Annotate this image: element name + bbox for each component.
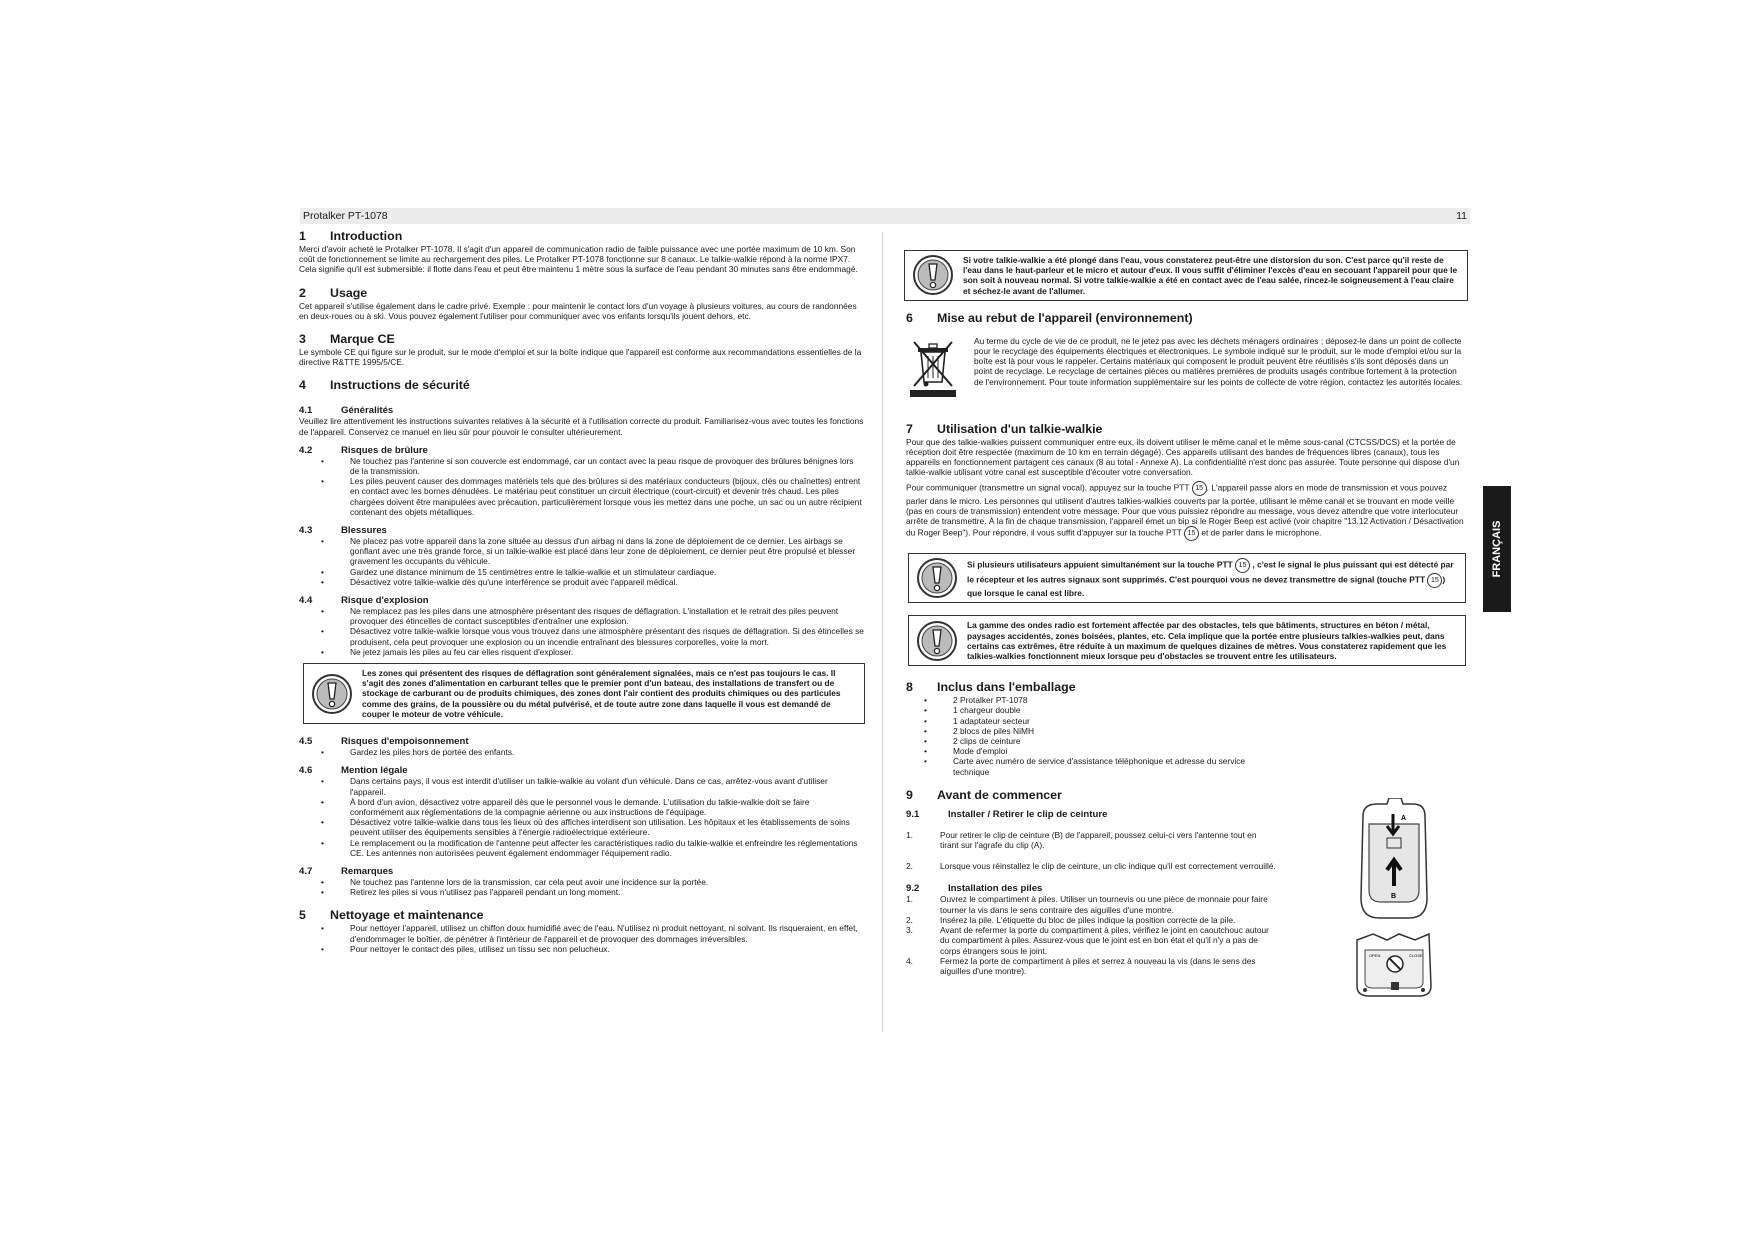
section-before-start	[906, 788, 1276, 976]
warning-text: Les zones qui présentent des risques de déflagration sont généralement signalées, mais ce n'est pas toujours le cas. Il s'agit des zones d'alimentation en carburant telles que le premier pont d'un bateau, des installations de transfert ou de stockage de carburant ou de produits chimiques, des zones dont l'air contient des produits chimiques ou des particules comme des grains, de la poussière ou du métal pulvérisé, et de toute autre zone dans laquelle il vous est demandé de couper le moteur de votre véhicule.	[362, 668, 841, 719]
subsection-heading	[299, 405, 865, 416]
subsection-heading	[299, 595, 865, 606]
section-title: Inclus dans l'emballage	[937, 680, 1076, 695]
numbered-list	[906, 894, 1276, 976]
list-item: • Ne jetez jamais les piles au feu car elles risquent d'exploser.	[299, 647, 865, 657]
item-number: 3.	[906, 925, 913, 936]
label-close: CLOSE	[1409, 953, 1423, 958]
list-item: • Pour nettoyer le contact des piles, utilisez un tissu sec non pelucheux.	[299, 944, 865, 954]
warning-icon	[916, 620, 958, 662]
section-title: Instructions de sécurité	[330, 378, 470, 393]
paragraph-ptt	[906, 481, 1468, 542]
list-item	[906, 915, 1276, 925]
warning-box-ptt	[908, 553, 1466, 603]
label-open: OPEN	[1369, 953, 1381, 958]
subsection-legal	[299, 765, 865, 858]
section-heading	[299, 378, 865, 393]
subsection-injuries	[299, 525, 865, 587]
list-item: • Mode d'emploi	[902, 746, 1276, 756]
subsection-belt-clip	[906, 809, 1276, 872]
list-item: • Le remplacement ou la modification de l'antenne peut affecter les caractéristiques radio du talkie-walkie et enfreindre les réglementations CE. Les antennes non autorisées peuvent également endommager l'équipement radio.	[299, 838, 865, 858]
list-item: • 2 Protalker PT-1078	[902, 695, 1276, 705]
language-tab	[1483, 486, 1511, 612]
text-span: et de parler dans le microphone.	[1201, 527, 1322, 538]
ptt-key-icon: 15	[1235, 558, 1250, 573]
left-column	[299, 229, 865, 954]
product-name: Protalker PT-1078	[303, 210, 388, 222]
bullet-list	[299, 877, 865, 897]
bullet-list	[299, 776, 865, 858]
subsection-title: Installer / Retirer le clip de ceinture	[948, 808, 1108, 820]
subsection-number: 4.1	[299, 405, 313, 417]
list-item: • Ne touchez pas l'antenne lors de la transmission, car cela peut avoir une incidence sur la portée.	[299, 877, 865, 887]
disposal-text: Au terme du cycle de vie de ce produit, ne le jetez pas avec les déchets ménagers ordinaires ; déposez-le dans un point de collecte pour le recyclage des équipements électriques et électroniques. Le symbole indiqué sur le produit, sur le mode d'emploi et/ou sur la boîte est là pour vous le rappeler. Certains matériaux qui composent le produit peuvent être réutilisés s'ils sont déposés dans un point de recyclage. Le recyclage de certaines pièces ou matières premières de produits usagés contribue fortement à la protection de l'environnement. Pour toute information supplémentaire sur les points de collecte de votre région, contactez les autorités locales.	[974, 335, 1463, 387]
list-item	[906, 925, 1276, 956]
item-text: Lorsque vous réinstallez le clip de ceinture, un clic indique qu'il est correctement verrouillé.	[940, 861, 1276, 872]
package-list	[902, 695, 1276, 777]
subsection-number: 4.2	[299, 444, 313, 456]
list-item: • 1 chargeur double	[902, 705, 1276, 715]
warning-icon	[916, 557, 958, 599]
section-title: Avant de commencer	[937, 787, 1062, 802]
weee-bin-icon	[908, 338, 958, 398]
section-number: 4	[299, 378, 306, 393]
numbered-list	[906, 830, 1276, 872]
subsection-title: Généralités	[341, 405, 394, 417]
ptt-key-icon: 15	[1184, 526, 1199, 541]
item-number: 2.	[906, 914, 913, 925]
section-using	[906, 422, 1468, 666]
bullet-list	[299, 923, 865, 954]
section-text: Le symbole CE qui figure sur le produit, sur le mode d'emploi et sur la boîte indique que l'appareil est conforme aux recommandations essentielles de la directive R&TTE 1995/5/CE.	[299, 347, 862, 368]
item-text: Fermez la porte de compartiment à piles et serrez à nouveau la vis (dans le sens des aiguilles d'une montre).	[940, 955, 1256, 976]
page-number: 11	[1456, 210, 1467, 222]
disposal-block	[906, 336, 1468, 406]
text-span: . L'appareil passe alors en mode de transmission et vous pouvez parler dans le micro. Les personnes qui utilisent d'autres talkies-walkies couverts par la portée, utilisant le même canal et se trouvant en mode veille (pas en cours de transmission) entendent votre message. Pour que vous puissiez répondre au message, vous devez attendre que votre interlocuteur arrête de transmettre. À la fin de chaque transmission, l'appareil émet un bip si le Roger Beep est activé (voir chapitre "13.12 Activation / Désactivation du Roger Beep"). Pour répondre, il vous suffit d'appuyer sur la touche PTT	[906, 482, 1464, 538]
section-number: 2	[299, 285, 306, 300]
section-disposal	[906, 311, 1468, 406]
subsection-title: Mention légale	[341, 765, 408, 777]
list-item: • Désactivez votre talkie-walkie dans tous les lieux où des affiches interdisent son utilisation. Les hôpitaux et les établissements de soins peuvent utiliser des équipements sensibles à l'énergie radioélectrique extérieure.	[299, 817, 865, 837]
section-title: Mise au rebut de l'appareil (environnement)	[937, 310, 1193, 325]
list-item	[906, 861, 1276, 871]
ptt-key-icon: 15	[1427, 573, 1442, 588]
subsection-poison	[299, 736, 865, 757]
battery-compartment-illustration	[1343, 930, 1443, 1000]
list-item	[906, 956, 1276, 976]
section-introduction	[299, 229, 865, 275]
text-span: Si plusieurs utilisateurs appuient simultanément sur la touche PTT	[967, 559, 1233, 570]
section-heading	[299, 286, 865, 301]
ptt-key-icon: 15	[1192, 481, 1207, 496]
item-number: 2.	[906, 861, 913, 872]
section-cleaning	[299, 908, 865, 954]
warning-icon	[912, 254, 954, 296]
list-item: • Retirez les piles si vous n'utilisez pas l'appareil pendant un long moment.	[299, 887, 865, 897]
label-a: A	[1401, 815, 1407, 822]
warning-box-water	[904, 250, 1468, 301]
subsection-heading	[299, 525, 865, 536]
section-text: Merci d'avoir acheté le Protalker PT-1078. Il s'agit d'un appareil de communication radio de faible puissance avec une portée maximum de 10 km. Son coût de fonctionnement se limite au rechargement des piles. Le Protalker PT-1078 fonctionne sur 8 canaux. Le talkie-walkie répond à la norme IPX7. Cela signifie qu'il est submersible: il flotte dans l'eau et peut être maintenu 1 mètre sous la surface de l'eau pendant 30 minutes sans être endommagé.	[299, 244, 858, 275]
language-tab-label: FRANÇAIS	[1491, 520, 1503, 578]
item-number: 4.	[906, 955, 913, 966]
section-title: Nettoyage et maintenance	[330, 908, 484, 923]
text-span: , c'est le signal le plus puissant qui est détecté par le récepteur et les autres signaux sont supprimés. C'est pourquoi vous ne devez transmettre de signal (touche PTT	[967, 559, 1454, 585]
subsection-title: Remarques	[341, 865, 394, 877]
section-title: Usage	[330, 285, 368, 300]
belt-clip-illustration	[1343, 798, 1443, 923]
subsection-notes	[299, 866, 865, 897]
list-item: • Dans certains pays, il vous est interdit d'utiliser un talkie-walkie au volant d'un véhicule. Dans ce cas, arrêtez-vous avant d'utiliser l'appareil.	[299, 776, 865, 796]
section-title: Introduction	[330, 229, 403, 243]
bullet-list	[299, 747, 865, 757]
section-heading	[299, 229, 865, 244]
section-title: Marque CE	[330, 332, 395, 347]
warning-text: La gamme des ondes radio est fortement affectée par des obstacles, tels que bâtiments, structures en béton / métal, paysages accidentés, zones boisées, plantes, etc. Cela implique que la portée entre plusieurs talkies-walkies peut, dans certains cas extrêmes, être réduite à un maximum de quelques dizaines de mètres. Vous constaterez rapidement que les talkies-walkies fonctionnent mieux lorsque peu d'obstacles se trouvent entre les utilisateurs.	[967, 620, 1447, 662]
subsection-number: 9.2	[906, 883, 920, 895]
list-item	[906, 830, 1276, 850]
section-safety	[299, 378, 865, 897]
list-item: • Gardez une distance minimum de 15 centimètres entre le talkie-walkie et un stimulateur cardiaque.	[299, 567, 865, 577]
section-ce	[299, 332, 865, 367]
list-item: • 2 clips de ceinture	[902, 736, 1276, 746]
section-number: 3	[299, 332, 306, 347]
column-divider	[882, 232, 883, 1032]
text-span: ) que lorsque le canal est libre.	[967, 574, 1446, 599]
warning-text: Si votre talkie-walkie a été plongé dans l'eau, vous constaterez peut-être une distorsion du son. C'est parce qu'il reste de l'eau dans le haut-parleur et le micro et autour d'eux. Il vous suffit d'éliminer l'excès d'eau en secouant l'appareil pour que le son soit à nouveau normal. Si votre talkie-walkie a été en contact avec de l'eau salée, rincez-le soigneusement à l'eau claire et séchez-le avant de l'allumer.	[963, 255, 1458, 296]
list-item: • Désactivez votre talkie-walkie lorsque vous vous trouvez dans une atmosphère présentant des risques de déflagration. Si des étincelles se produisent, cela peut provoquer une explosion ou un incendie entraînant des blessures corporelles, voire la mort.	[299, 626, 865, 646]
section-number: 8	[906, 680, 913, 695]
subsection-number: 4.4	[299, 595, 313, 607]
item-text: Pour retirer le clip de ceinture (B) de l'appareil, poussez celui-ci vers l'antenne tout en tirant sur l'agrafe du clip (A).	[940, 829, 1257, 851]
subsection-title: Risque d'explosion	[341, 595, 429, 607]
subsection-batteries	[906, 883, 1276, 976]
subsection-title: Blessures	[341, 525, 387, 537]
list-item: • Ne remplacez pas les piles dans une atmosphère présentant des risques de déflagration. L'installation et le retrait des piles peuvent provoquer des étincelles de contact susceptibles d'entraîner une explosion.	[299, 606, 865, 626]
list-item: • À bord d'un avion, désactivez votre appareil dès que le personnel vous le demande. L'utilisation du talkie-walkie doit se faire conformément aux réglementations de la compagnie aérienne ou aux instructions de l'équipage.	[299, 797, 865, 817]
text-span: Pour communiquer (transmettre un signal vocal), appuyez sur la touche PTT	[906, 482, 1190, 493]
list-item: • 1 adaptateur secteur	[902, 716, 1276, 726]
subsection-heading	[299, 765, 865, 776]
list-item: • 2 blocs de piles NiMH	[902, 726, 1276, 736]
section-heading	[906, 788, 1276, 803]
section-package	[906, 680, 1276, 777]
subsection-text: Veuillez lire attentivement les instructions suivantes relatives à la sécurité et à l'utilisation correcte du produit. Familiarisez-vous avec toutes les fonctions de l'appareil. Conservez ce manuel en lieu sûr pour pouvoir le consulter ultérieurement.	[299, 416, 864, 437]
section-heading	[906, 311, 1468, 326]
item-text: Avant de refermer la porte du compartiment à piles, vérifiez le joint en caoutchouc autour du compartiment à piles. Assurez-vous que le joint est en bon état et qu'il n'y a pas de corps étrangers sous le joint.	[940, 925, 1269, 956]
subsection-heading	[299, 866, 865, 877]
section-usage	[299, 286, 865, 321]
list-item: • Désactivez votre talkie-walkie dès qu'une interférence se produit avec l'appareil médical.	[299, 577, 865, 587]
warning-box-explosion	[303, 663, 865, 724]
subsection-title: Risques d'empoisonnement	[341, 736, 469, 748]
list-item	[906, 894, 1276, 914]
section-heading	[906, 680, 1276, 695]
page-header	[300, 208, 1470, 224]
subsection-heading	[299, 736, 865, 747]
item-text: Insérez la pile. L'étiquette du bloc de piles indique la position correcte de la pile.	[940, 914, 1236, 925]
subsection-number: 4.3	[299, 525, 313, 537]
section-number: 7	[906, 421, 913, 436]
section-title: Utilisation d'un talkie-walkie	[937, 421, 1103, 436]
subsection-number: 4.5	[299, 736, 313, 748]
subsection-general	[299, 405, 865, 436]
subsection-number: 9.1	[906, 808, 920, 820]
subsection-heading	[906, 809, 1276, 820]
subsection-title: Installation des piles	[948, 883, 1043, 895]
label-b: B	[1391, 893, 1397, 900]
subsection-heading	[906, 883, 1276, 894]
section-number: 9	[906, 787, 913, 802]
subsection-number: 4.7	[299, 865, 313, 877]
list-item: • Les piles peuvent causer des dommages matériels tels que des brûlures si des matériaux conducteurs (bijoux, clés ou chaînettes) entrent en contact avec les bornes dénudées. Le matériau peut constituer un circuit électrique (court-circuit) et devenir très chaud. Les piles chargées doivent être manipulées avec précaution, particulièrement lorsque vous les mettez dans une poche, un sac ou un autre récipient contenant des objets métalliques.	[299, 476, 865, 517]
list-item: • Ne touchez pas l'antenne si son couvercle est endommagé, car un contact avec la peau risque de provoquer des brûlures bénignes lors de la transmission.	[299, 456, 865, 476]
subsection-number: 4.6	[299, 765, 313, 777]
list-item: • Ne placez pas votre appareil dans la zone située au dessus d'un airbag ni dans la zone de déploiement de ce dernier. Les airbags se gonflant avec une très grande force, si un talkie-walkie est placé dans leur zone de déploiement, ce dernier peut être propulsé et blesser gravement les occupants du véhicule.	[299, 536, 865, 567]
section-heading	[299, 332, 865, 347]
subsection-heading	[299, 445, 865, 456]
section-number: 6	[906, 310, 913, 325]
list-item: • Gardez les piles hors de portée des enfants.	[299, 747, 865, 757]
bullet-list	[299, 456, 865, 517]
item-number: 1.	[906, 829, 913, 840]
section-heading	[299, 908, 865, 923]
paragraph: Pour que des talkie-walkies puissent communiquer entre eux, ils doivent utiliser le même canal et le même sous-canal (CTCSS/DCS) et la portée de réception doit être respectée (maximum de 10 km en terrain dégagé). Ces appareils utilisant des bandes de fréquences libres (canaux), tous les appareils en fonctionnement partagent ces canaux (8 au total - Annexe A). La confidentialité n'est donc pas assurée. Toute personne qui dispose d'un talkie-walkie utilisant votre canal est susceptible d'écouter votre conversation.	[906, 436, 1460, 478]
bullet-list	[299, 536, 865, 587]
warning-icon	[311, 673, 353, 715]
item-text: Ouvrez le compartiment à piles. Utiliser un tournevis ou une pièce de monnaie pour faire tourner la vis dans le sens contraire des aiguilles d'une montre.	[940, 894, 1268, 915]
section-number: 5	[299, 908, 306, 923]
list-item: • Pour nettoyer l'appareil, utilisez un chiffon doux humidifié avec de l'eau. N'utilisez ni produit nettoyant, ni solvant. Ils risqueraient, en effet, d'endommager le boîtier, de pénétrer à l'intérieur de l'appareil et de provoquer des dommages irréversibles.	[299, 923, 865, 943]
section-number: 1	[299, 229, 306, 243]
subsection-burn	[299, 445, 865, 517]
section-text: Cet appareil s'utilise également dans le cadre privé. Exemple : pour maintenir le contact lors d'un voyage à plusieurs voitures, au cours de randonnées en deux-roues ou à ski. Vous pouvez également l'utiliser pour communiquer avec vos enfants lorsqu'ils jouent dehors, etc.	[299, 300, 857, 321]
list-item: • Carte avec numéro de service d'assistance téléphonique et adresse du service technique	[902, 756, 1276, 776]
subsection-title: Risques de brûlure	[341, 444, 428, 456]
warning-box-range	[908, 615, 1466, 666]
subsection-explosion	[299, 595, 865, 724]
bullet-list	[299, 606, 865, 657]
section-heading	[906, 422, 1468, 437]
item-number: 1.	[906, 894, 913, 905]
